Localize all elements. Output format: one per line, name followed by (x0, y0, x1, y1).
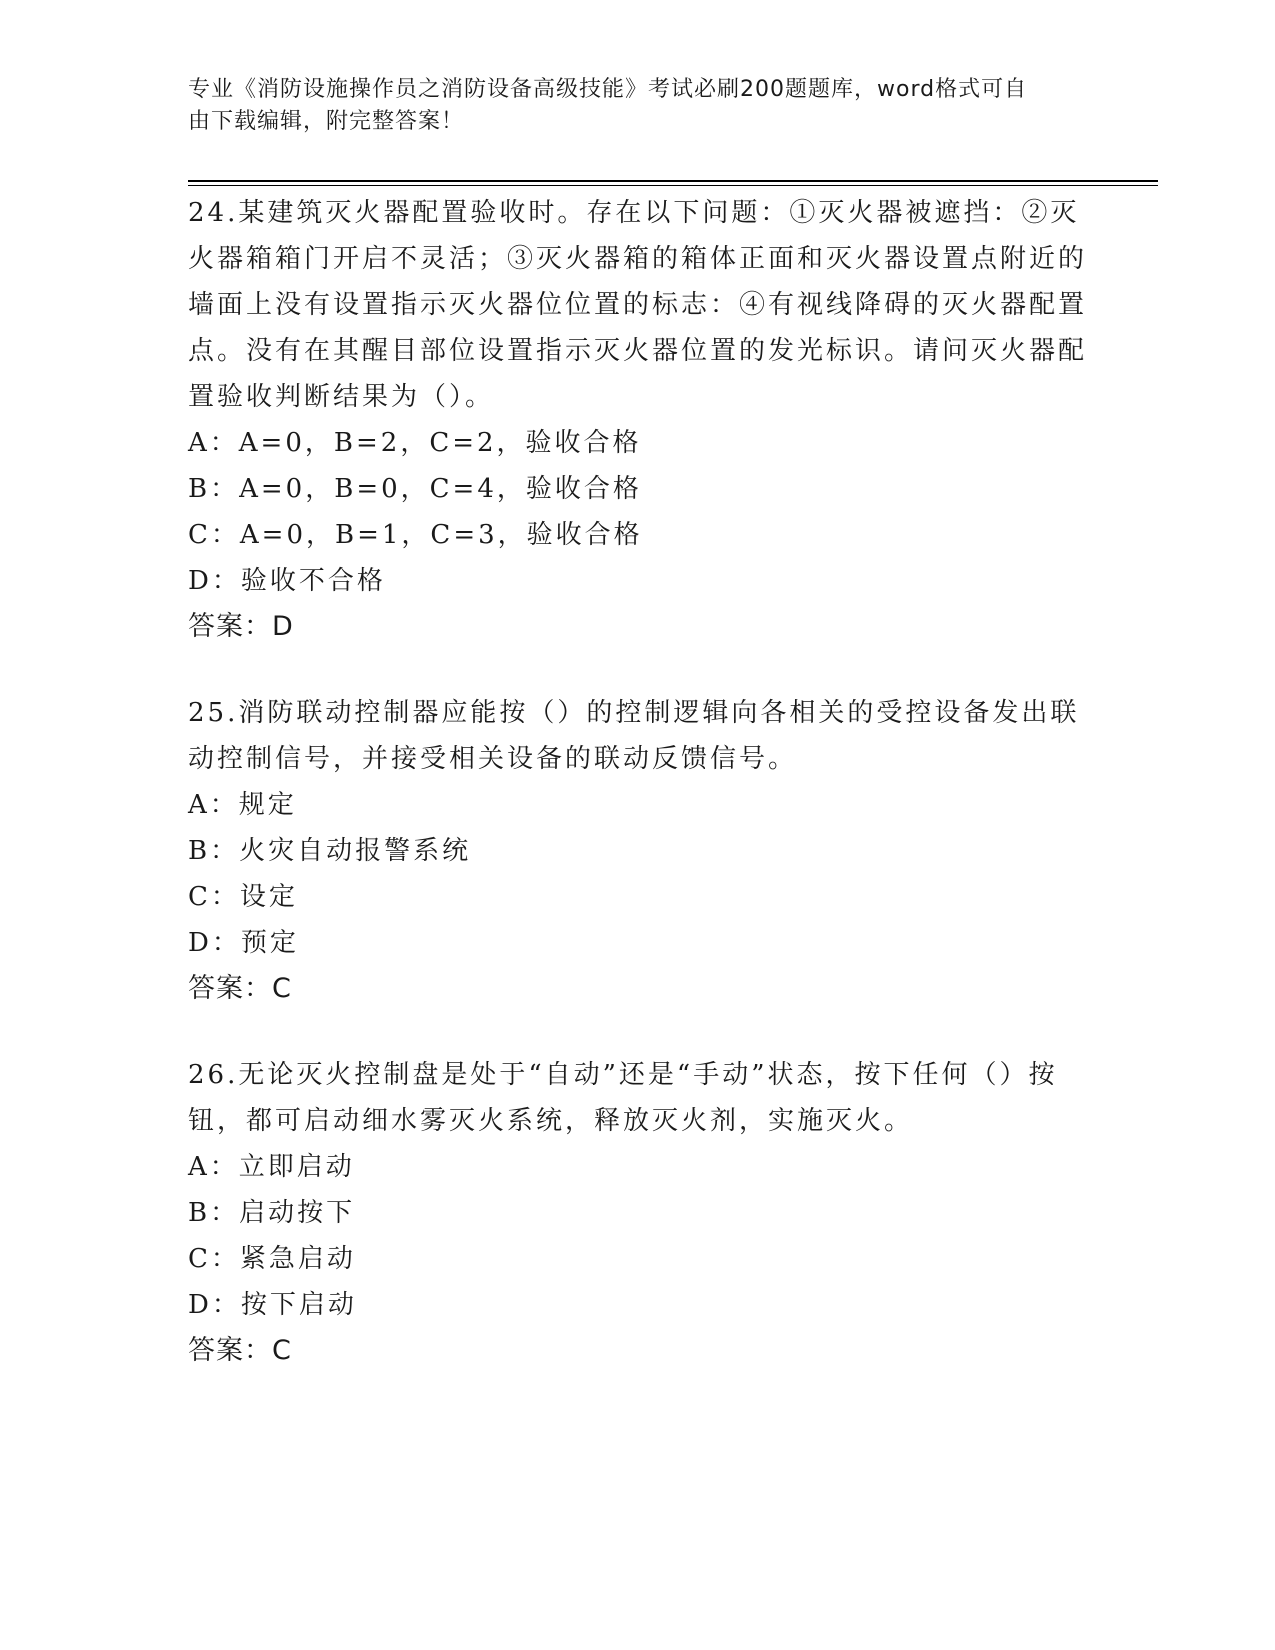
option-d: D：按下启动 (188, 1290, 357, 1320)
answer-line: 答案：C (188, 1335, 292, 1366)
option-d: D：验收不合格 (188, 566, 386, 596)
document-header: 专业《消防设施操作员之消防设备高级技能》考试必刷200题题库，word格式可自由下载编辑，附完整答案！ (188, 77, 1028, 134)
option-c: C：A=0，B=1，C=3，验收合格 (188, 520, 643, 550)
header-divider (188, 180, 1158, 186)
question-stem: 26.无论灭火控制盘是处于“自动”还是“手动”状态，按下任何（）按钮，都可启动细水雾灭火系统，释放灭火剂，实施灭火。 (188, 1060, 1058, 1136)
question-stem: 24.某建筑灭火器配置验收时。存在以下问题：①灭火器被遮挡：②灭火器箱箱门开启不灵活；③灭火器箱的箱体正面和灭火器设置点附近的墙面上没有设置指示灭火器位位置的标志：④有视线降碍的灭火器配置点。没有在其醒目部位设置指示灭火器位置的发光标识。请问灭火器配置验收判断结果为（）。 (188, 198, 1088, 412)
question-list (188, 190, 1088, 1414)
question-26 (188, 1052, 1088, 1374)
answer-line: 答案：D (188, 611, 294, 642)
option-d: D：预定 (188, 928, 299, 958)
option-b: B：A=0，B=0，C=4，验收合格 (188, 474, 642, 504)
question-stem: 25.消防联动控制器应能按（）的控制逻辑向各相关的受控设备发出联动控制信号，并接受相关设备的联动反馈信号。 (188, 698, 1080, 774)
option-a: A：A=0，B=2，C=2，验收合格 (188, 428, 642, 458)
option-c: C：设定 (188, 882, 298, 912)
question-25 (188, 690, 1088, 1012)
answer-line: 答案：C (188, 973, 292, 1004)
option-a: A：立即启动 (188, 1152, 355, 1182)
question-24 (188, 190, 1088, 650)
option-c: C：紧急启动 (188, 1244, 356, 1274)
option-b: B：启动按下 (188, 1198, 356, 1228)
option-a: A：规定 (188, 790, 297, 820)
option-b: B：火灾自动报警系统 (188, 836, 472, 866)
